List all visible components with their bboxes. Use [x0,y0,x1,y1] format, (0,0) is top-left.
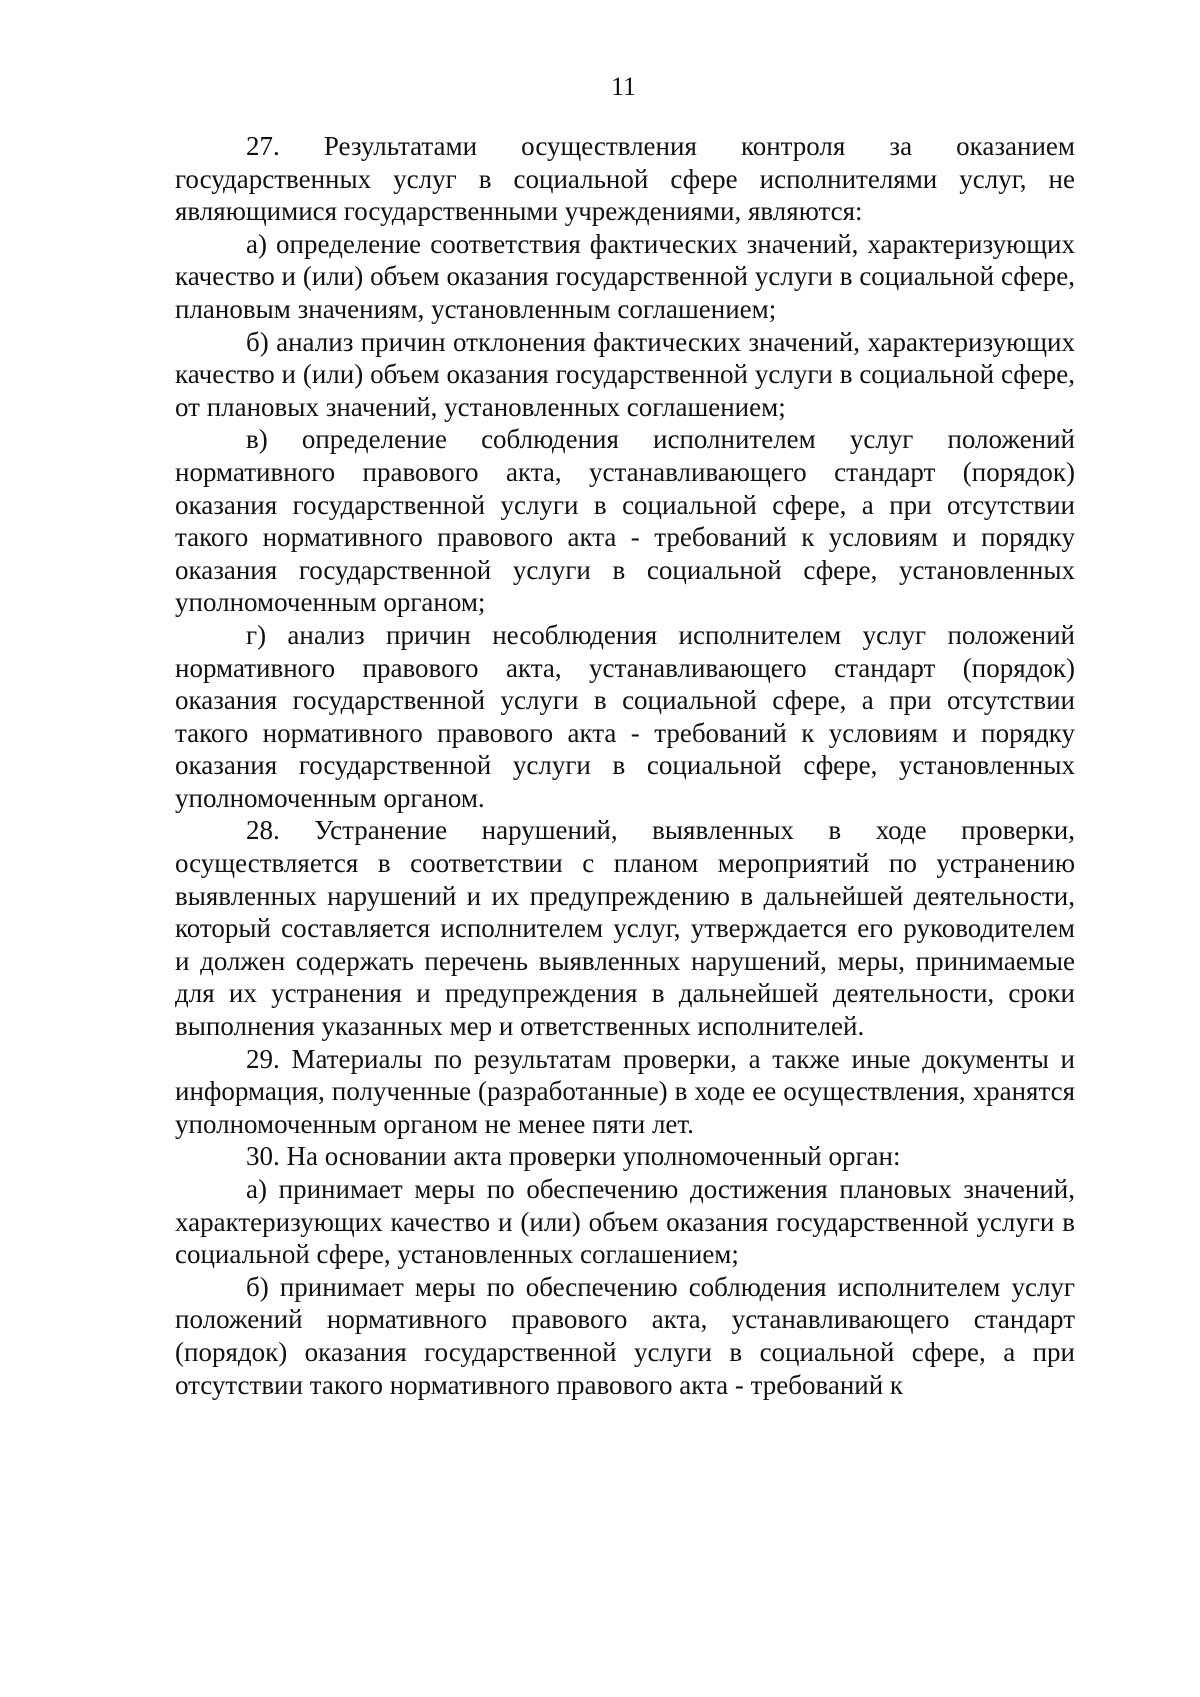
paragraph-27-b: б) анализ причин отклонения фактических значений, характеризующих качество и (или) объем оказания государственной услуги в социальной сфере, от плановых значений, установленных соглашением; [175,326,1075,422]
paragraph-28: 28. Устранение нарушений, выявленных в ходе проверки, осуществляется в соответствии с планом мероприятий по устранению выявленных нарушений и их предупреждению в дальнейшей деятельности, который составляется исполнителем услуг, утверждается его руководителем и должен содержать перечень выявленных нарушений, меры, принимаемые для их устранения и предупреждения в дальнейшей деятельности, сроки выполнения указанных мер и ответственных исполнителей. [175,815,1075,1042]
paragraph-27-v: в) определение соблюдения исполнителем услуг положений нормативного правового акта, устанавливающего стандарт (порядок) оказания государственной услуги в социальной сфере, а при отсутствии такого нормативного правового акта - требований к условиям и порядку оказания государственной услуги в социальной сфере, установленных уполномоченным органом; [175,424,1075,618]
paragraph-29: 29. Материалы по результатам проверки, а также иные документы и информация, полученные (разработанные) в ходе ее осуществления, хранятся уполномоченным органом не менее пяти лет. [175,1043,1075,1139]
paragraph-27: 27. Результатами осуществления контроля за оказанием государственных услуг в социальной сфере исполнителями услуг, не являющимися государственными учреждениями, являются: [175,131,1075,227]
paragraph-30: 30. На основании акта проверки уполномоченный орган: [246,1141,901,1172]
paragraph-27-g: г) анализ причин несоблюдения исполнителем услуг положений нормативного правового акта, устанавливающего стандарт (порядок) оказания государственной услуги в социальной сфере, а при отсутствии такого нормативного правового акта - требований к условиям и порядку оказания государственной услуги в социальной сфере, установленных уполномоченным органом. [175,619,1075,813]
page-number: 11 [610,72,637,101]
document-body [175,130,1075,1401]
paragraph-30-b: б) принимает меры по обеспечению соблюдения исполнителем услуг положений нормативного правового акта, устанавливающего стандарт (порядок) оказания государственной услуги в социальной сфере, а при отсутствии такого нормативного правового акта - требований к [175,1271,1075,1400]
paragraph-30-a: а) принимает меры по обеспечению достижения плановых значений, характеризующих качество и (или) объем оказания государственной услуги в социальной сфере, установленных соглашением; [175,1174,1075,1270]
paragraph-27-a: а) определение соответствия фактических значений, характеризующих качество и (или) объем оказания государственной услуги в социальной сфере, плановым значениям, установленным соглашением; [175,228,1075,324]
